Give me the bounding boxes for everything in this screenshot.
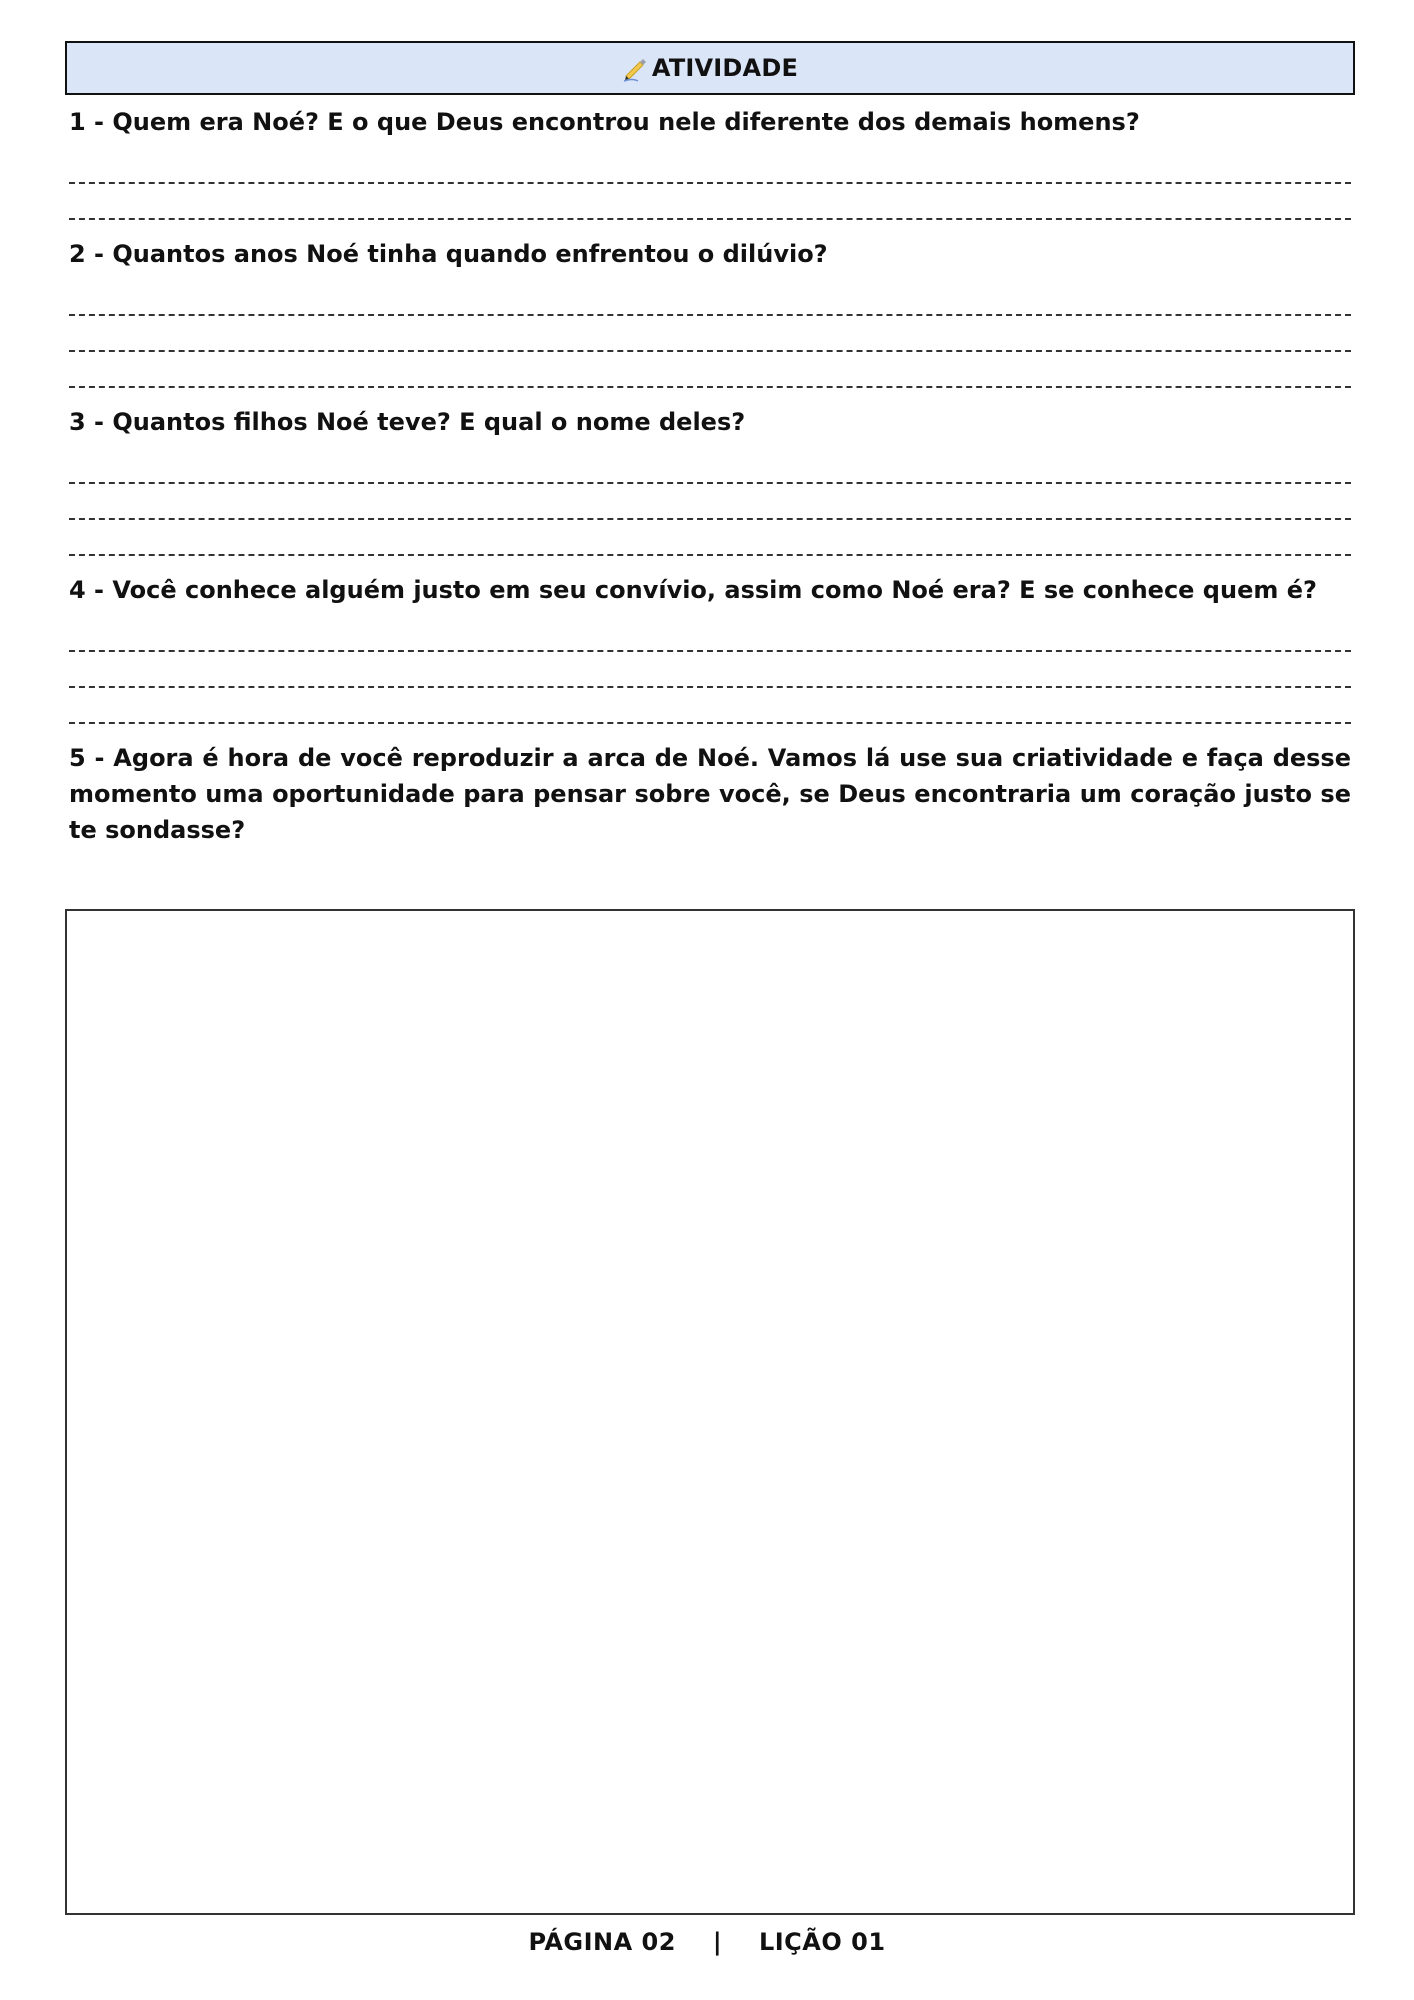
question-3-text: 3 - Quantos filhos Noé teve? E qual o nome deles? [69,408,746,436]
activity-header [65,41,1355,95]
answer-line[interactable] [69,622,1351,658]
question-5-text: 5 - Agora é hora de você reproduzir a arca de Noé. Vamos lá use sua criatividade e faça desse momento uma oportunidade para pensar sobre você, se Deus encontraria um coração justo se te sondasse? [69,744,1351,844]
answer-line[interactable] [69,658,1351,694]
answer-line[interactable] [69,190,1351,226]
footer-page-number: PÁGINA 02 [528,1928,676,1956]
question-2-text: 2 - Quantos anos Noé tinha quando enfrentou o dilúvio? [69,240,828,268]
question-5 [69,740,1351,848]
activity-title: ATIVIDADE [651,54,799,82]
answer-line[interactable] [69,154,1351,190]
answer-line[interactable] [69,694,1351,730]
question-1-text: 1 - Quem era Noé? E o que Deus encontrou nele diferente dos demais homens? [69,108,1140,136]
drawing-area[interactable] [65,909,1355,1915]
answer-line[interactable] [69,454,1351,490]
answer-line[interactable] [69,490,1351,526]
question-4-answer-lines [69,622,1351,730]
answer-line[interactable] [69,322,1351,358]
question-1 [69,104,1351,226]
question-2-answer-lines [69,286,1351,394]
answer-line[interactable] [69,358,1351,394]
answer-line[interactable] [69,526,1351,562]
question-4-text: 4 - Você conhece alguém justo em seu convívio, assim como Noé era? E se conhece quem é? [69,576,1317,604]
footer-lesson: LIÇÃO 01 [758,1928,886,1956]
page-footer [0,1928,1414,1956]
questions-area [69,104,1351,848]
answer-line[interactable] [69,286,1351,322]
question-3-answer-lines [69,454,1351,562]
writing-hand-icon [622,54,650,82]
question-3 [69,404,1351,562]
footer-separator: | [712,1928,723,1956]
question-1-answer-lines [69,154,1351,226]
question-2 [69,236,1351,394]
question-4 [69,572,1351,730]
